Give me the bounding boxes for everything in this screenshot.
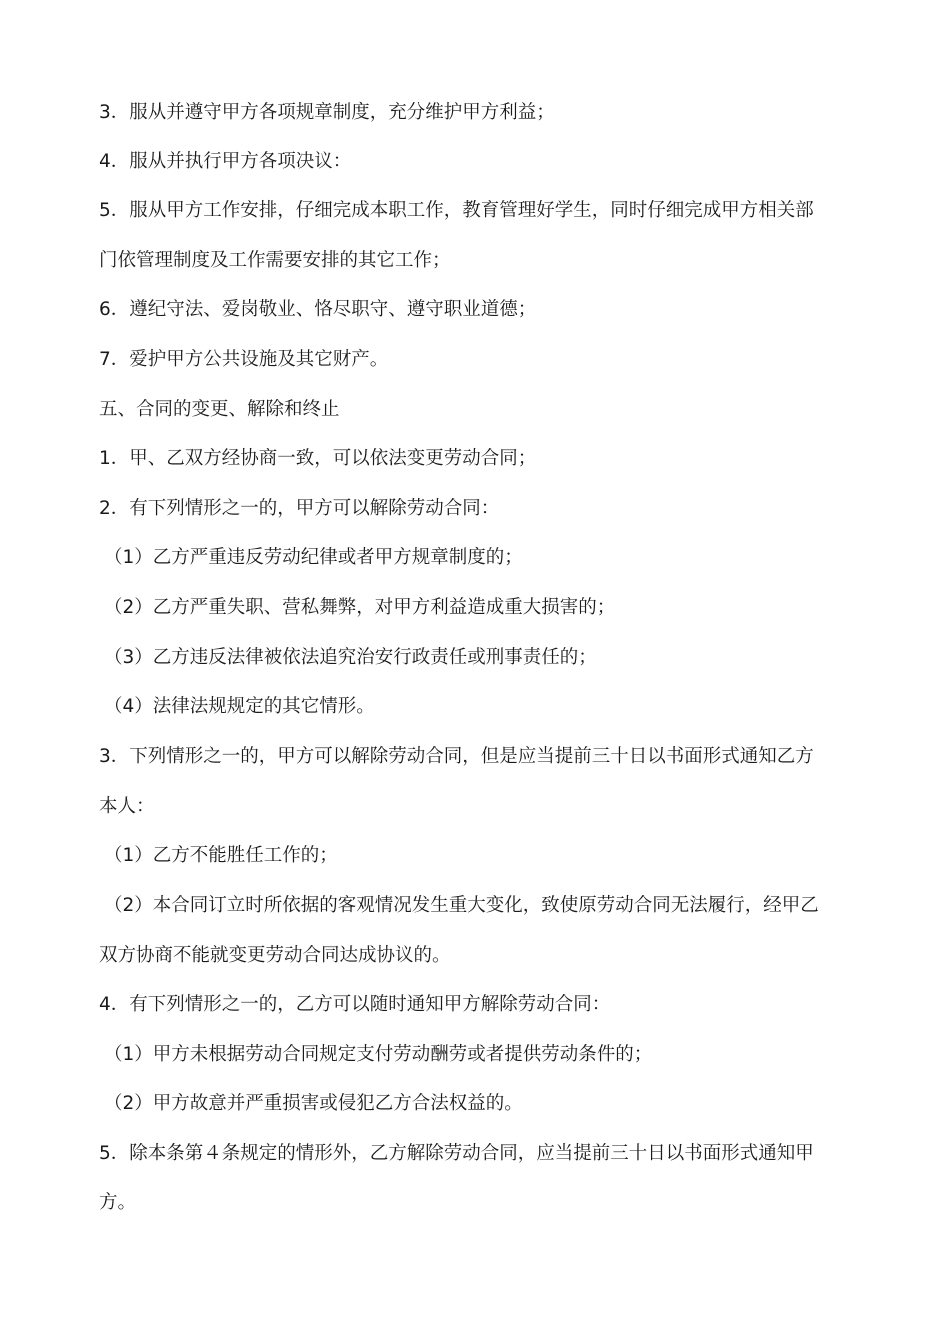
clause-line: 7．爱护甲方公共设施及其它财产。 (99, 349, 389, 370)
sub-clause-line: （2）本合同订立时所依据的客观情况发生重大变化，致使原劳动合同无法履行，经甲乙 (104, 895, 819, 916)
sub-clause-line: （1）乙方不能胜任工作的； (104, 845, 338, 866)
sub-clause-line: （2）乙方严重失职、营私舞弊，对甲方利益造成重大损害的； (104, 597, 616, 618)
clause-line: 5．除本条第４条规定的情形外，乙方解除劳动合同，应当提前三十日以书面形式通知甲 (99, 1143, 814, 1164)
clause-line: 1．甲、乙双方经协商一致，可以依法变更劳动合同； (99, 448, 537, 469)
sub-clause-line: （2）甲方故意并严重损害或侵犯乙方合法权益的。 (104, 1093, 523, 1114)
clause-line: 6．遵纪守法、爱岗敬业、恪尽职守、遵守职业道德； (99, 299, 537, 320)
clause-line: 4．有下列情形之一的，乙方可以随时通知甲方解除劳动合同： (99, 994, 611, 1015)
clause-line: 门依管理制度及工作需要安排的其它工作； (99, 250, 451, 271)
clause-line: 2．有下列情形之一的，甲方可以解除劳动合同： (99, 498, 500, 519)
clause-line: 5．服从甲方工作安排，仔细完成本职工作，教育管理好学生，同时仔细完成甲方相关部 (99, 200, 814, 221)
sub-clause-line: （1）甲方未根据劳动合同规定支付劳动酬劳或者提供劳动条件的； (104, 1044, 653, 1065)
clause-line: 双方协商不能就变更劳动合同达成协议的。 (99, 945, 451, 966)
sub-clause-line: （1）乙方严重违反劳动纪律或者甲方规章制度的； (104, 547, 523, 568)
clause-line: 3．下列情形之一的，甲方可以解除劳动合同，但是应当提前三十日以书面形式通知乙方 (99, 746, 814, 767)
clause-line: 本人： (99, 796, 155, 817)
section-heading: 五、合同的变更、解除和终止 (99, 399, 340, 420)
clause-line: 4．服从并执行甲方各项决议： (99, 151, 352, 172)
sub-clause-line: （3）乙方违反法律被依法追究治安行政责任或刑事责任的； (104, 647, 597, 668)
clause-line: 3．服从并遵守甲方各项规章制度，充分维护甲方利益； (99, 102, 555, 123)
sub-clause-line: （4）法律法规规定的其它情形。 (104, 696, 375, 717)
clause-line: 方。 (99, 1192, 137, 1213)
